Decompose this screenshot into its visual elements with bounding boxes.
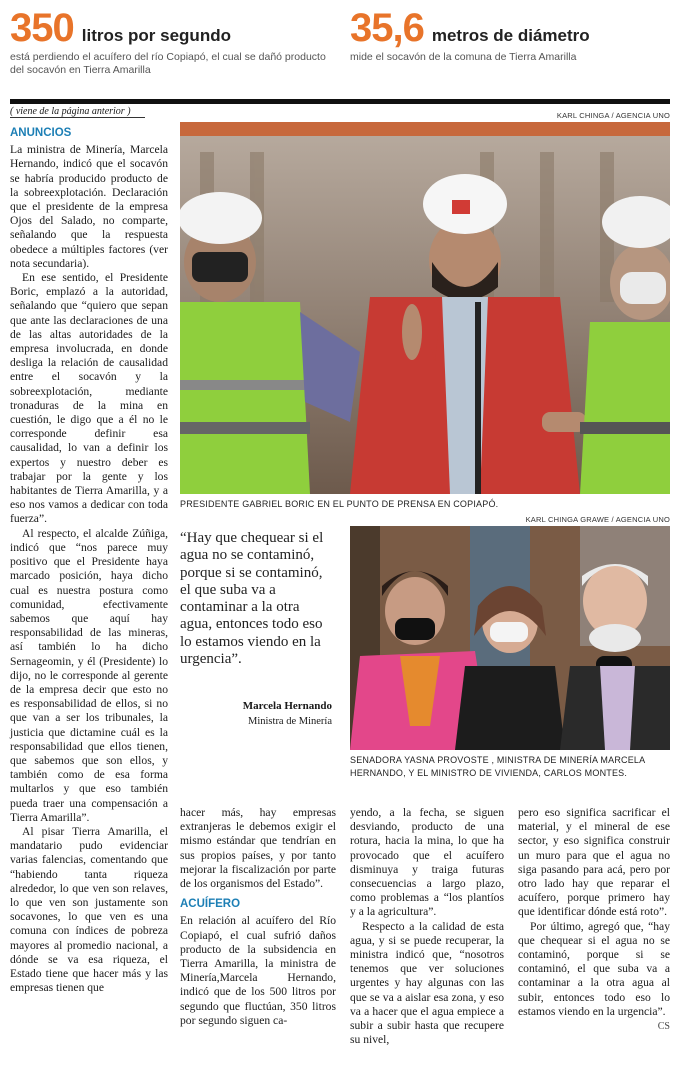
paragraph: En relación al acuífero del Río Copiapó, el cual sufrió daños producto de la subsidencia en Tierra Amarilla, la ministra de Minería,Marcela Hernando, indicó que de los 500 litros por segundo que fluctúan, 350 litros por segundo siguen ca- [180,914,336,1027]
stat-liters [10,8,340,77]
paragraph: Al respecto, el alcalde Zúñiga, indicó que “nos parece muy positivo que el Presidente haya marcado posición, haya dicho cual es nuestra postura como comunidad, efectivamente sabemos que aquí hay responsabilidad de las mineras, así también lo ha dicho Sernageomin, y él (Presidente) lo dijo, no le corresponde al gerente de la empresa decir que esto no es responsabilidad de ellos, si no que van a ser los tribunales, la justicia que dictamine cuál es la responsabilidad que ellos tienen, que sabemos que son ellos, y también como de esa forma multarlos y que eso también pueda traer una compensación a Tierra Amarilla”. [10,526,168,824]
paragraph: En ese sentido, el Presidente Boric, emplazó a la autoridad, señalando que “quiero que sepan que ante las declaraciones de una de las altas autoridades de la empresa involucrada, en donde desliga la relación de causalidad entre el socavón y la sobreexplotación, mediante tronaduras de la mina en cuestión, le digo que a él no le corresponde definir esa causalidad, lo van a definir los expertos y nuestro deber es trabajar por la gente y los habitantes de Tierra Amarilla, y a eso nos vamos a dedicar con toda fuerza”. [10,271,168,526]
section-heading: ANUNCIOS [10,127,72,139]
paragraph: yendo, a la fecha, se siguen desviando, producto de una rotura, hacia la mina, lo que ha provocado que el acuífero disminuya y traiga futuras consecuencias a largo plazo, como problemas a “los plantíos y a la agricultura”. [350,806,504,919]
article-column-1 [10,126,168,995]
boric-press-image [180,122,670,494]
end-mark: CS [657,1021,670,1033]
photo-caption: SENADORA YASNA PROVOSTE , MINISTRA DE MINERÍA MARCELA HERNANDO, Y EL MINISTRO DE VIVIENDA, CARLOS MONTES. [350,755,645,778]
paragraph: pero eso significa sacrificar el material, y el mineral de ese sector, y eso significa construir un muro para que el agua no siga pasando para acá, pero por otro lado hay que reparar el acuífero, porque primero hay que identificar dónde está roto”. [518,806,670,919]
paragraph: Al pisar Tierra Amarilla, el mandatario pudo evidenciar varias falencias, comentando que “habiendo tanta riqueza alrededor, lo que ven son relaves, lo que ven son justamente son socavones, lo que ven es una comuna con índices de pobreza mayores al promedio nacional, a dónde se va esa riqueza, el Estado tiene que hacer más y las empresas tienen que [10,824,168,995]
continued-note: ( viene de la página anterior ) [10,106,145,118]
pull-quote: “Hay que chequear si el agua no se contaminó, porque si se contaminó, el que suba va a contaminar a la otra agua, entonces todo eso lo estamos viendo en la urgencia”. [180,530,324,668]
paragraph: Por último, agregó que, “hay que chequear si el agua no se contaminó, porque si se contaminó, el que suba va a contaminar a la otra agua al subir, entonces todo eso lo estamos viendo en la urgencia”. [518,919,670,1018]
stat-description: está perdiendo el acuífero del río Copiapó, el cual se dañó producto del socavón en Tierra Amarilla [10,51,326,76]
stat-unit: litros por segundo [81,26,231,45]
header-rule [10,99,670,104]
stat-diameter [350,8,670,64]
article-column-4 [518,806,670,1034]
stat-number: 35,6 [350,6,424,50]
paragraph: hacer más, hay empresas extranjeras le debemos exigir el mismo estándar que tendrían en sus propios países, y por tanto mejorar la fiscalización por parte de los organismos del Estado”. [180,806,336,891]
section-heading: ACUÍFERO [180,898,241,911]
photo-credit: KARL CHINGA / AGENCIA UNO [556,111,670,120]
article-column-2 [180,806,336,1028]
paragraph: Respecto a la calidad de esta agua, y si se puede recuperar, la ministra indicó que, “nosotros tenemos que ver soluciones urgentes y hay algunas con las que se va a aislar esa zona, y eso va a hacer que el agua empiece a subir a subir hasta que recupere su nivel, [350,919,504,1047]
stat-number: 350 [10,6,74,50]
paragraph: La ministra de Minería, Marcela Hernando, indicó que el socavón se habría producido producto de la sobreexplotación. Declaración que el presidente de la empresa Ojos del Salado, no comparte, señalando que la respuesta obedece a múltiples factores (ver nota secundaria). [10,143,168,270]
boric-press-photo [180,122,670,494]
article-column-3 [350,806,504,1047]
quote-role: Ministra de Minería [248,716,332,727]
officials-photo [350,526,670,750]
photo-credit: KARL CHINGA GRAWE / AGENCIA UNO [525,515,670,524]
stat-unit: metros de diámetro [431,26,590,45]
photo-caption: PRESIDENTE GABRIEL BORIC EN EL PUNTO DE PRENSA EN COPIAPÓ. [180,499,499,509]
stat-description: mide el socavón de la comuna de Tierra Amarilla [350,51,577,63]
quote-author: Marcela Hernando [242,700,332,712]
officials-image [350,526,670,750]
